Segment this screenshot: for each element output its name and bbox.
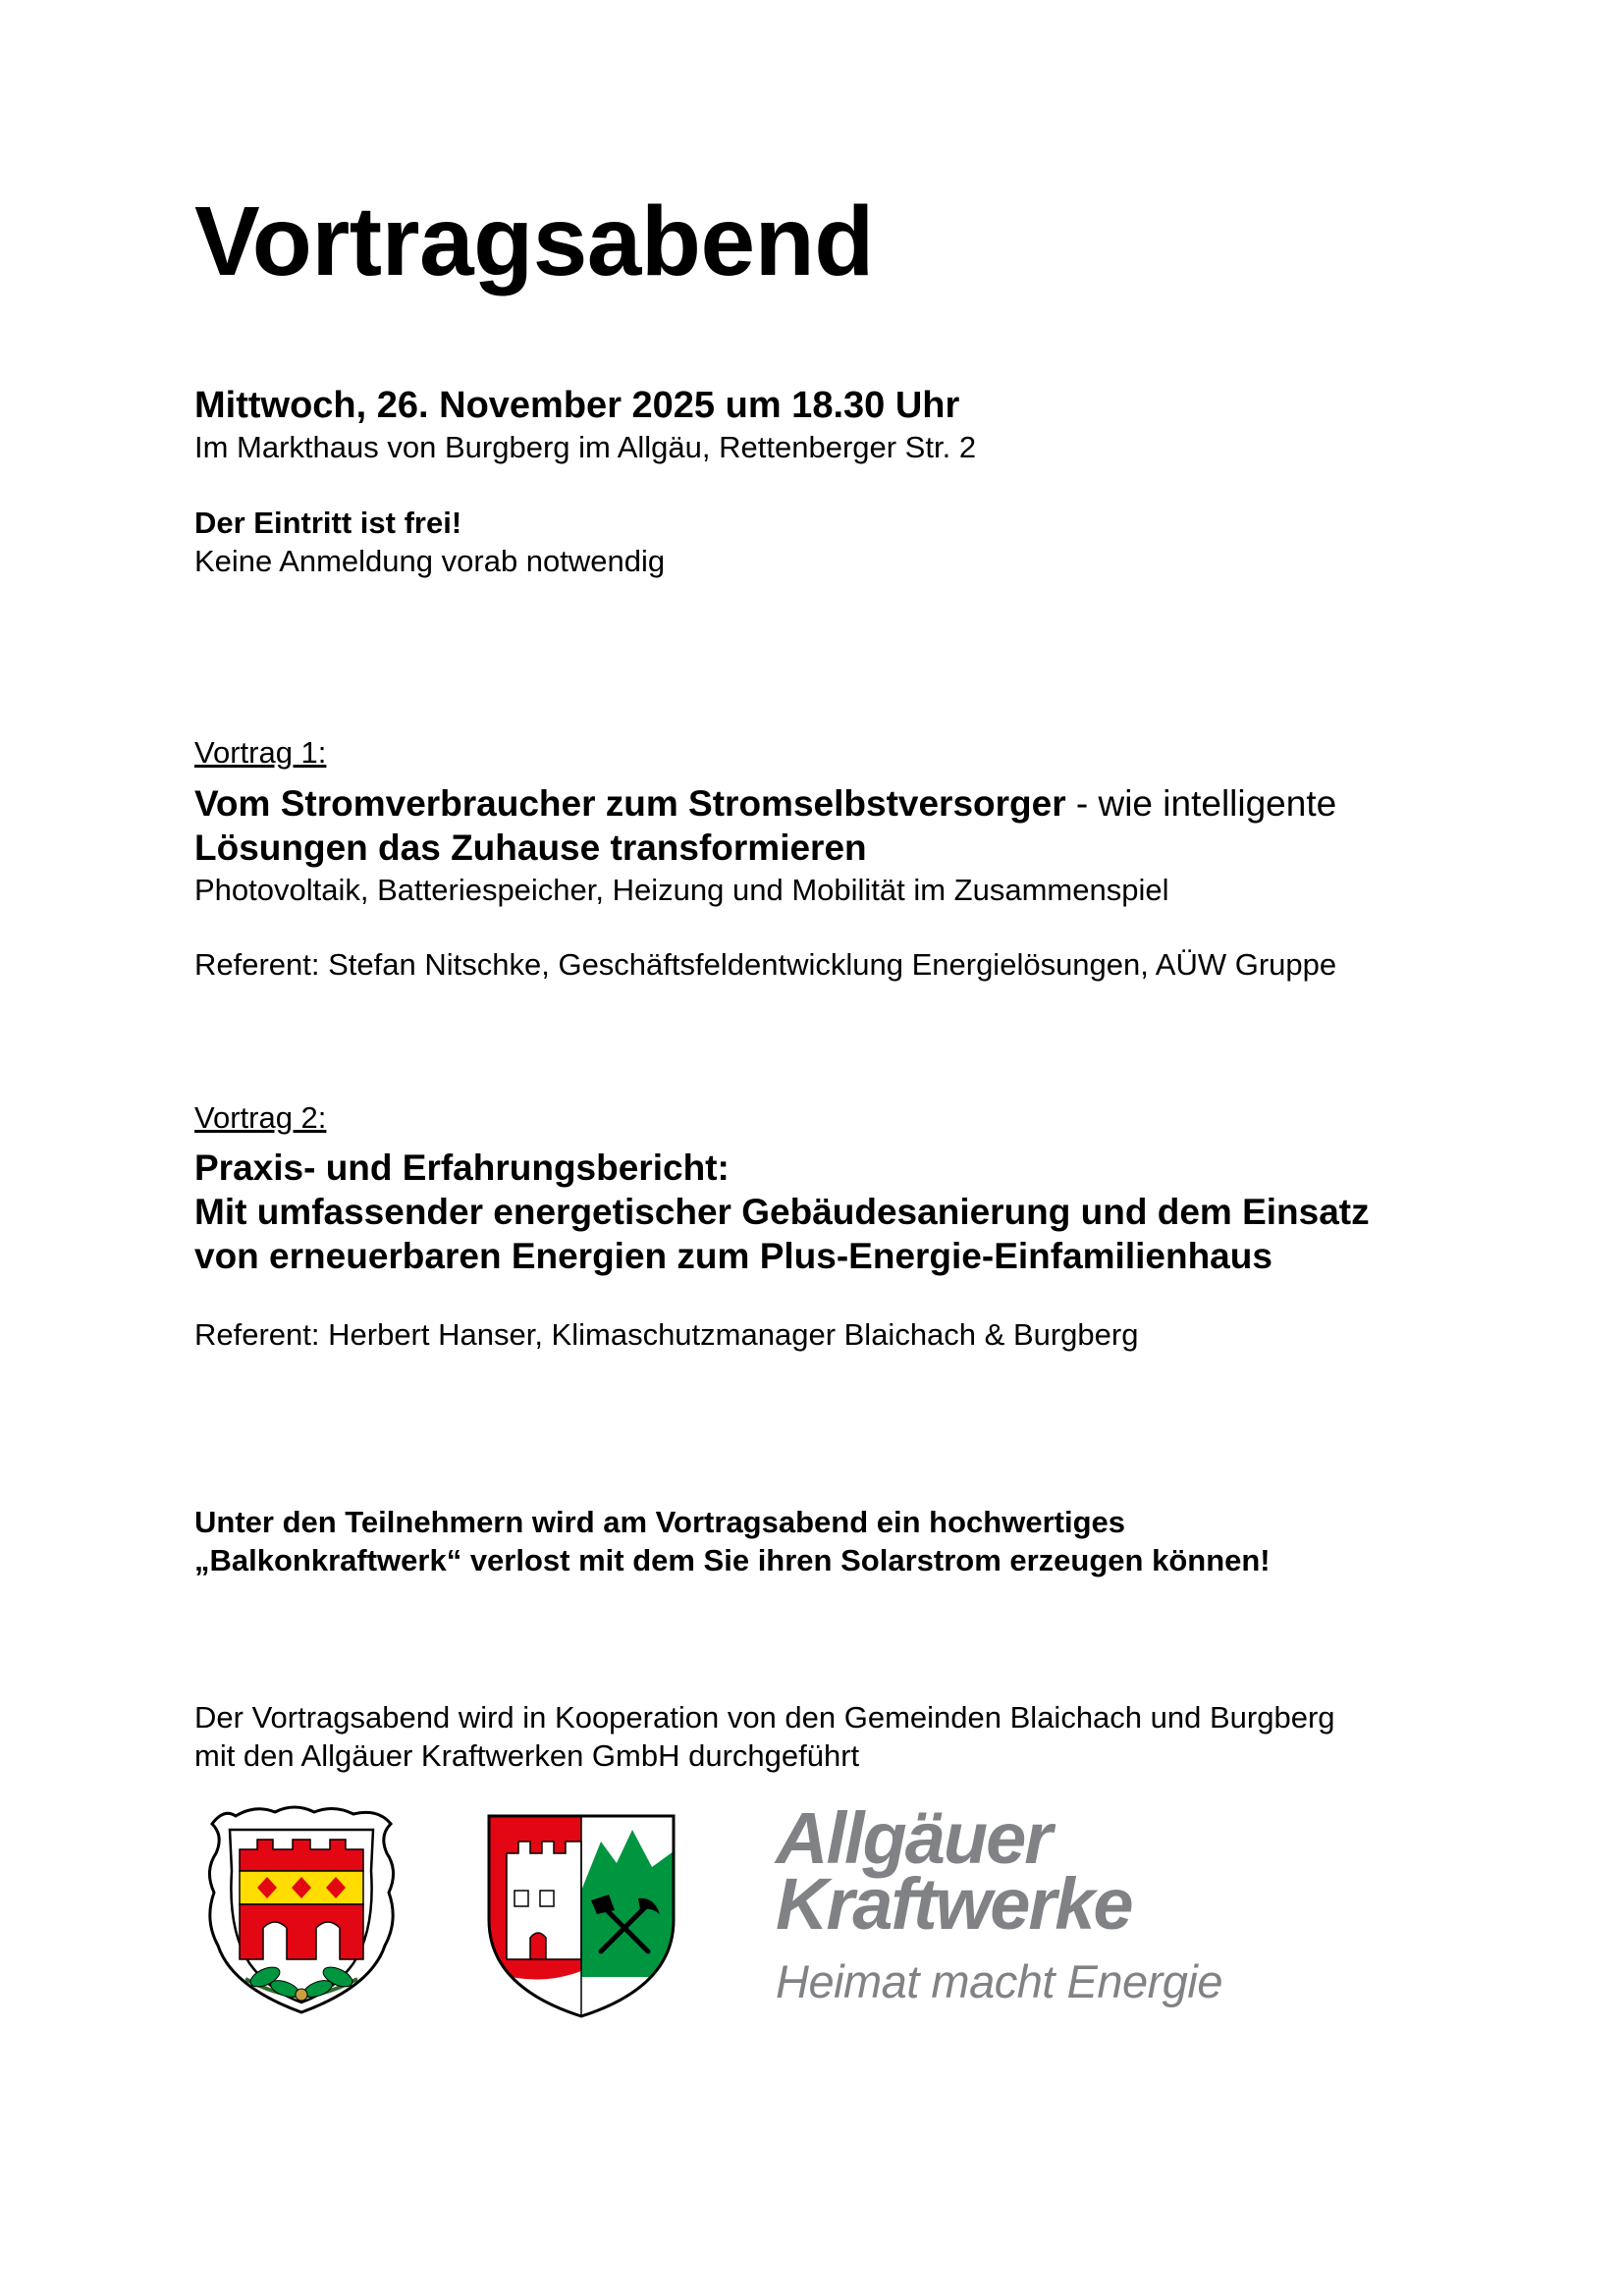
registration-note: Keine Anmeldung vorab notwendig xyxy=(194,544,666,578)
cooperation-line1: Der Vortragsabend wird in Kooperation von den Gemeinden Blaichach und Burgberg xyxy=(194,1700,1335,1735)
talk2-title-line2: Mit umfassender energetischer Gebäudesanierung und dem Einsatz xyxy=(194,1192,1370,1232)
talk1-subtitle: Photovoltaik, Batteriespeicher, Heizung und Mobilität im Zusammenspiel xyxy=(194,873,1169,907)
prize-line2: „Balkonkraftwerk“ verlost mit dem Sie ihren Solarstrom erzeugen können! xyxy=(194,1543,1271,1577)
talk1-title-rest: - wie intelligente xyxy=(1065,783,1337,824)
talk2-title-line3: von erneuerbaren Energien zum Plus-Energie-Einfamilienhaus xyxy=(194,1236,1272,1276)
prize-line1: Unter den Teilnehmern wird am Vortragsabend ein hochwertiges xyxy=(194,1505,1125,1539)
talk2-label: Vortrag 2: xyxy=(194,1100,327,1135)
cooperation-line2: mit den Allgäuer Kraftwerken GmbH durchgeführt xyxy=(194,1738,860,1773)
akw-logo-line2: Kraftwerke xyxy=(776,1862,1132,1945)
akw-logo-line1: Allgäuer xyxy=(776,1797,1052,1879)
akw-slogan: Heimat macht Energie xyxy=(776,1955,1222,2008)
free-entry-note: Der Eintritt ist frei! xyxy=(194,506,462,540)
blaichach-coat-of-arms xyxy=(196,1802,407,2020)
talk1-title-bold: Vom Stromverbraucher zum Stromselbstversorger xyxy=(194,783,1066,824)
talk1-title-line1 xyxy=(194,782,1336,826)
event-date: Mittwoch, 26. November 2025 um 18.30 Uhr xyxy=(194,385,960,426)
event-location: Im Markthaus von Burgberg im Allgäu, Rettenberger Str. 2 xyxy=(194,430,977,464)
talk1-label: Vortrag 1: xyxy=(194,735,327,770)
talk2-title-line1: Praxis- und Erfahrungsbericht: xyxy=(194,1148,730,1188)
burgberg-coat-of-arms xyxy=(485,1812,677,2020)
talk2-speaker: Referent: Herbert Hanser, Klimaschutzmanager Blaichach & Burgberg xyxy=(194,1317,1139,1352)
talk1-speaker: Referent: Stefan Nitschke, Geschäftsfeldentwicklung Energielösungen, AÜW Gruppe xyxy=(194,947,1337,982)
allgaeuer-kraftwerke-logo xyxy=(776,1797,1222,2008)
talk1-title-line2: Lösungen das Zuhause transformieren xyxy=(194,828,867,868)
page-title: Vortragsabend xyxy=(194,187,874,296)
